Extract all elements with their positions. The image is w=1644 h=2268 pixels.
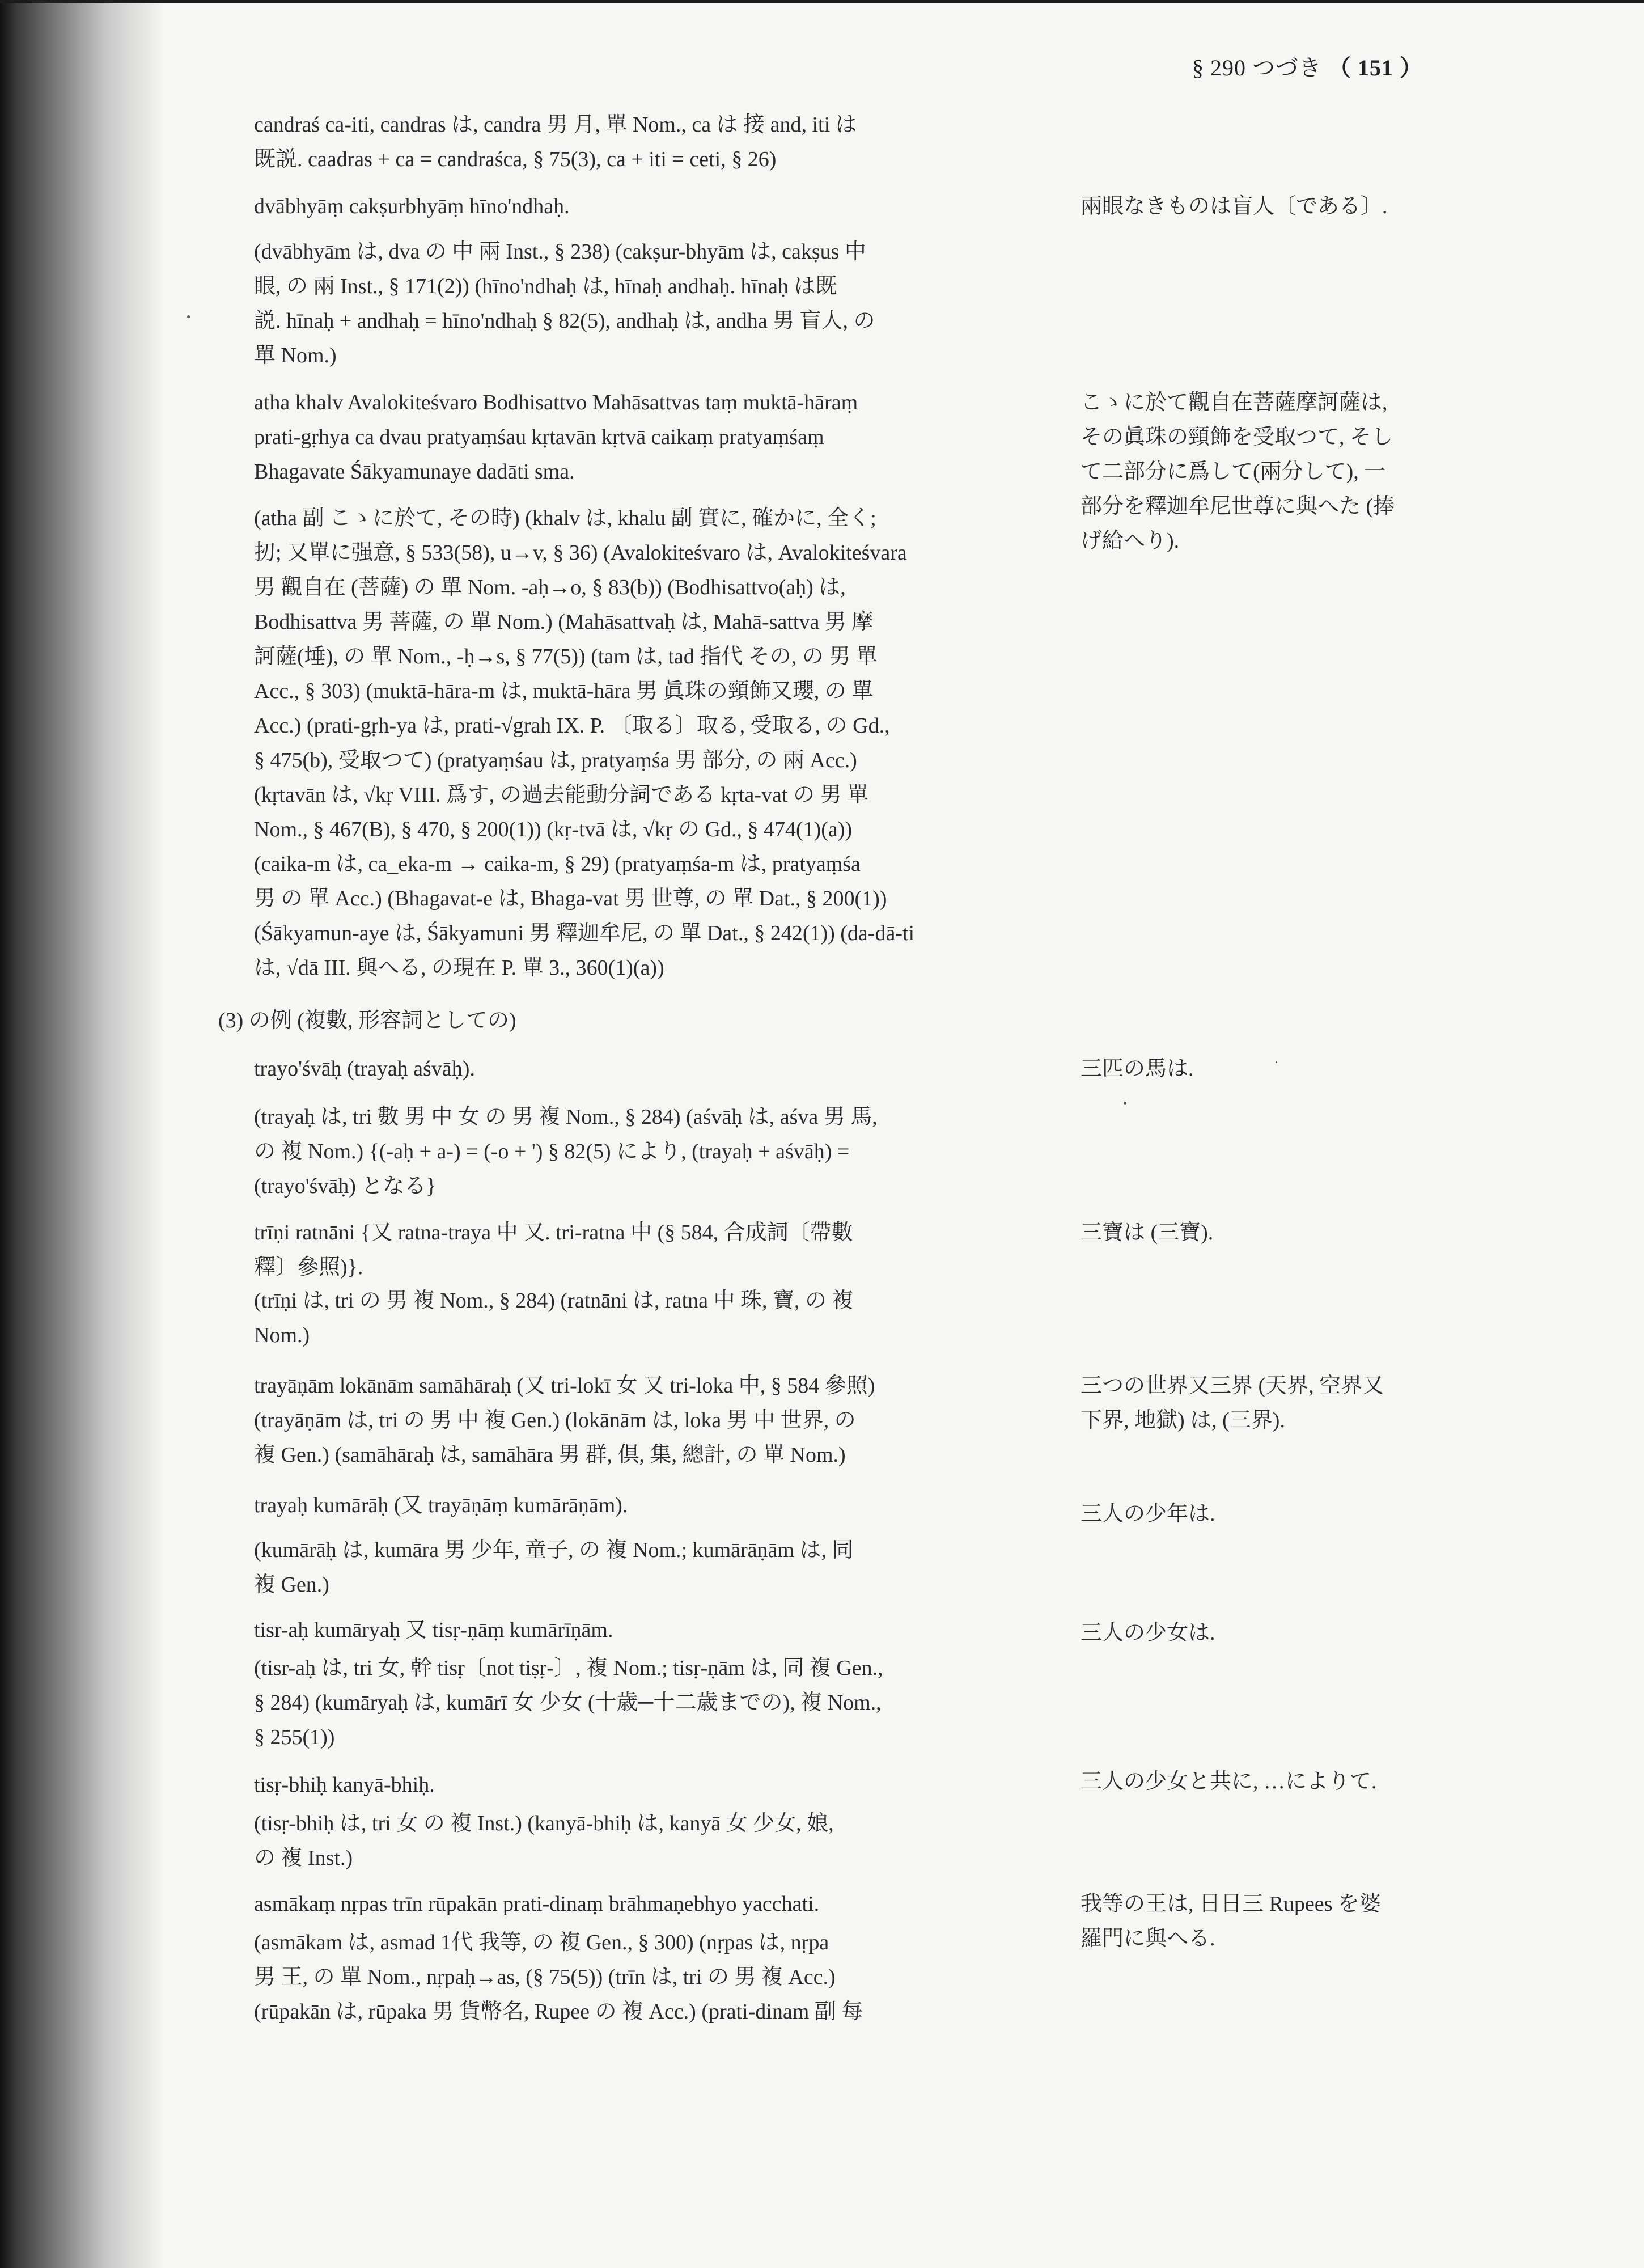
text-line: trīṇi ratnāni {又 ratna-traya 中 又. tri-ratna 中 (§ 584, 合成詞〔帶數 <box>254 1221 853 1245</box>
text-line: Nom., § 467(B), § 470, § 200(1)) (kṛ-tvā は, √kṛ の Gd., § 474(1)(a)) <box>254 818 853 841</box>
text-line: 説. hīnaḥ + andhaḥ = hīno'ndhaḥ § 82(5), andhaḥ は, andha 男 盲人, の <box>254 309 875 333</box>
translation <box>1081 1765 1432 1799</box>
scan-speck <box>187 315 190 318</box>
note-block <box>254 1926 1042 2029</box>
section-label: § 290 つづき <box>1192 55 1322 81</box>
translation <box>1081 1497 1432 1531</box>
text-line: dvābhyāṃ cakṣurbhyāṃ hīno'ndhaḥ. <box>254 194 570 218</box>
text-line: 複 Gen.) <box>254 1573 329 1597</box>
text-line: 單 Nom.) <box>254 344 337 367</box>
sanskrit-sentence <box>254 189 1042 224</box>
text-line: 下界, 地獄) は, (三界). <box>1081 1408 1285 1432</box>
text-line: Nom.) <box>254 1323 310 1347</box>
text-line: げ給へり). <box>1081 529 1180 553</box>
sanskrit-sentence <box>254 1768 1042 1802</box>
text-line: 扨; 又單に强意, § 533(58), u→v, § 36) (Avalokiteśvaro は, Avalokiteśvara <box>254 541 907 565</box>
note-block <box>254 1651 1042 1755</box>
text-line: trayo'śvāḥ (trayaḥ aśvāḥ). <box>254 1057 475 1081</box>
translation <box>1081 1616 1432 1651</box>
text-line: (3) の例 (複數, 形容詞としての) <box>218 1009 516 1033</box>
text-line: 三匹の馬は. <box>1081 1057 1194 1081</box>
text-line: (tisṛ-bhiḥ は, tri 女 の 複 Inst.) (kanyā-bhiḥ は, kanyā 女 少女, 娘, <box>254 1812 834 1835</box>
text-line: 訶薩(埵), の 單 Nom., -ḥ→s, § 77(5)) (tam は, tad 指代 その, の 男 單 <box>254 645 878 668</box>
text-line: 男 の 單 Acc.) (Bhagavat-e は, Bhaga-vat 男 世尊, の 單 Dat., § 200(1)) <box>254 887 887 911</box>
text-line: (trayaḥ は, tri 數 男 中 女 の 男 複 Nom., § 284) (aśvāḥ は, aśva 男 馬, <box>254 1105 878 1129</box>
note-block <box>254 1284 1042 1353</box>
text-line: Bodhisattva 男 菩薩, の 單 Nom.) (Mahāsattvaḥ は, Mahā-sattva 男 摩 <box>254 610 874 634</box>
text-line: § 255(1)) <box>254 1725 335 1749</box>
text-line: (rūpakān は, rūpaka 男 貨幣名, Rupee の 複 Acc.) (prati-dinam 副 每 <box>254 2000 863 2024</box>
page-edge-shadow <box>0 0 164 2268</box>
text-line: 釋〕參照)}. <box>254 1255 363 1279</box>
sanskrit-sentence <box>254 1216 1042 1285</box>
text-line: prati-gṛhya ca dvau pratyaṃśau kṛtavān kṛtvā caikaṃ pratyaṃśaṃ <box>254 425 824 449</box>
text-line: 三つの世界又三界 (天界, 空界又 <box>1081 1374 1384 1398</box>
sanskrit-sentence <box>254 1613 1042 1648</box>
text-line: その眞珠の頸飾を受取つて, そし <box>1081 425 1393 449</box>
text-line: tisṛ-bhiḥ kanyā-bhiḥ. <box>254 1773 435 1797</box>
text-line: 三人の少年は. <box>1081 1502 1215 1526</box>
text-line: (kṛtavān は, √kṛ VIII. 爲す, の過去能動分詞である kṛta-vat の 男 單 <box>254 783 868 807</box>
text-line: の 複 Inst.) <box>254 1846 353 1870</box>
text-line: asmākaṃ nṛpas trīn rūpakān prati-dinaṃ brāhmaṇebhyo yacchati. <box>254 1892 820 1916</box>
translation <box>1081 1216 1432 1250</box>
sanskrit-sentence <box>254 1369 1042 1472</box>
text-line: trayaḥ kumārāḥ (又 trayāṇāṃ kumārāṇām). <box>254 1493 628 1517</box>
text-line: は, √dā III. 與へる, の現在 P. 單 3., 360(1)(a)) <box>254 956 664 980</box>
text-line: の 複 Nom.) {(-aḥ + a-) = (-o + ') § 82(5) により, (trayaḥ + aśvāḥ) = <box>254 1140 850 1163</box>
text-line: (caika-m は, ca_eka-m → caika-m, § 29) (pratyaṃśa-m は, pratyaṃśa <box>254 852 861 876</box>
text-line: 三寶は (三寶). <box>1081 1221 1214 1245</box>
running-head <box>1192 50 1423 82</box>
scan-speck <box>1276 1061 1277 1063</box>
text-line: (Śākyamun-aye は, Śākyamuni 男 釋迦牟尼, の 單 Dat., § 242(1)) (da-dā-ti <box>254 921 915 945</box>
text-line: 三人の少女と共に, …によりて. <box>1081 1770 1377 1793</box>
page-number: （ 151 ） <box>1328 55 1423 81</box>
text-line: (kumārāḥ は, kumāra 男 少年, 童子, の 複 Nom.; kumārāṇām は, 同 <box>254 1538 854 1562</box>
note-block <box>254 1533 1042 1602</box>
translation <box>1081 1887 1432 1956</box>
text-line: (dvābhyām は, dva の 中 兩 Inst., § 238) (cakṣur-bhyām は, cakṣus 中 <box>254 240 866 264</box>
text-line: 我等の王は, 日日三 Rupees を婆 <box>1081 1892 1381 1916</box>
text-line: (trīṇi は, tri の 男 複 Nom., § 284) (ratnāni は, ratna 中 珠, 寶, の 複 <box>254 1289 854 1313</box>
translation <box>1081 189 1432 224</box>
text-line: 三人の少女は. <box>1081 1621 1215 1645</box>
translation <box>1081 1369 1432 1438</box>
top-rule <box>0 0 1644 3</box>
sanskrit-sentence <box>254 1488 1042 1523</box>
text-line: tisr-aḥ kumāryaḥ 又 tisṛ-ṇāṃ kumārīṇām. <box>254 1618 613 1642</box>
note-block <box>254 235 1042 373</box>
text-line: (atha 副 こゝに於て, その時) (khalv は, khalu 副 實に, 確かに, 全く; <box>254 506 876 530</box>
scan-speck <box>1124 1102 1126 1105</box>
text-line: 兩眼なきものは盲人〔である〕. <box>1081 194 1388 218</box>
text-line: Bhagavate Śākyamunaye dadāti sma. <box>254 460 575 484</box>
subsection-heading <box>218 1004 1006 1038</box>
text-line: 眼, の 兩 Inst., § 171(2)) (hīno'ndhaḥ は, hīnaḥ andhaḥ. hīnaḥ は既 <box>254 274 837 298</box>
sanskrit-sentence <box>254 1887 1042 1922</box>
note-block <box>254 501 1042 985</box>
text-line: § 284) (kumāryaḥ は, kumārī 女 少女 (十歳─十二歳までの), 複 Nom., <box>254 1691 882 1715</box>
text-line: (trayo'śvāḥ) となる} <box>254 1174 437 1198</box>
note-block <box>254 1806 1042 1876</box>
text-line: (trayāṇām は, tri の 男 中 複 Gen.) (lokānām は, loka 男 中 世界, の <box>254 1408 856 1432</box>
text-line: 部分を釋迦牟尼世尊に與へた (捧 <box>1081 494 1395 518</box>
text-line: § 475(b), 受取つて) (pratyaṃśau は, pratyaṃśa 男 部分, の 兩 Acc.) <box>254 748 857 772</box>
text-line: (asmākam は, asmad 1代 我等, の 複 Gen., § 300) (nṛpas は, nṛpa <box>254 1931 829 1954</box>
text-line: trayāṇām lokānām samāhāraḥ (又 tri-lokī 女 又 tri-loka 中, § 584 參照) <box>254 1374 875 1398</box>
text-line: Acc.) (prati-gṛh-ya は, prati-√grah IX. P. 〔取る〕取る, 受取る, の Gd., <box>254 714 890 738</box>
note-block <box>254 108 1042 177</box>
text-line: 羅門に與へる. <box>1081 1927 1215 1950</box>
text-line: 既説. caadras + ca = candraśca, § 75(3), ca + iti = ceti, § 26) <box>254 147 777 171</box>
text-line: こゝに於て觀自在菩薩摩訶薩は, <box>1081 391 1388 414</box>
text-line: 複 Gen.) (samāhāraḥ は, samāhāra 男 群, 倶, 集, 總計, の 單 Nom.) <box>254 1443 846 1467</box>
text-line: Acc., § 303) (muktā-hāra-m は, muktā-hāra 男 眞珠の頸飾又瓔, の 單 <box>254 679 874 703</box>
sanskrit-sentence <box>254 1052 1042 1086</box>
text-line: candraś ca-iti, candras は, candra 男 月, 單 Nom., ca は 接 and, iti は <box>254 113 857 137</box>
translation <box>1081 1052 1432 1086</box>
text-line: 男 觀自在 (菩薩) の 單 Nom. -aḥ→o, § 83(b)) (Bodhisattvo(aḥ) は, <box>254 576 846 599</box>
note-block <box>254 1100 1042 1204</box>
text-line: (tisr-aḥ は, tri 女, 幹 tisṛ〔not tiṣṛ-〕, 複 Nom.; tisṛ-ṇām は, 同 複 Gen., <box>254 1656 883 1680</box>
text-line: atha khalv Avalokiteśvaro Bodhisattvo Mahāsattvas taṃ muktā-hāraṃ <box>254 391 858 414</box>
text-line: 男 王, の 單 Nom., nṛpaḥ→as, (§ 75(5)) (trīn は, tri の 男 複 Acc.) <box>254 1965 836 1989</box>
sanskrit-sentence <box>254 386 1042 489</box>
text-line: て二部分に爲して(兩分して), 一 <box>1081 460 1386 484</box>
translation <box>1081 386 1432 558</box>
